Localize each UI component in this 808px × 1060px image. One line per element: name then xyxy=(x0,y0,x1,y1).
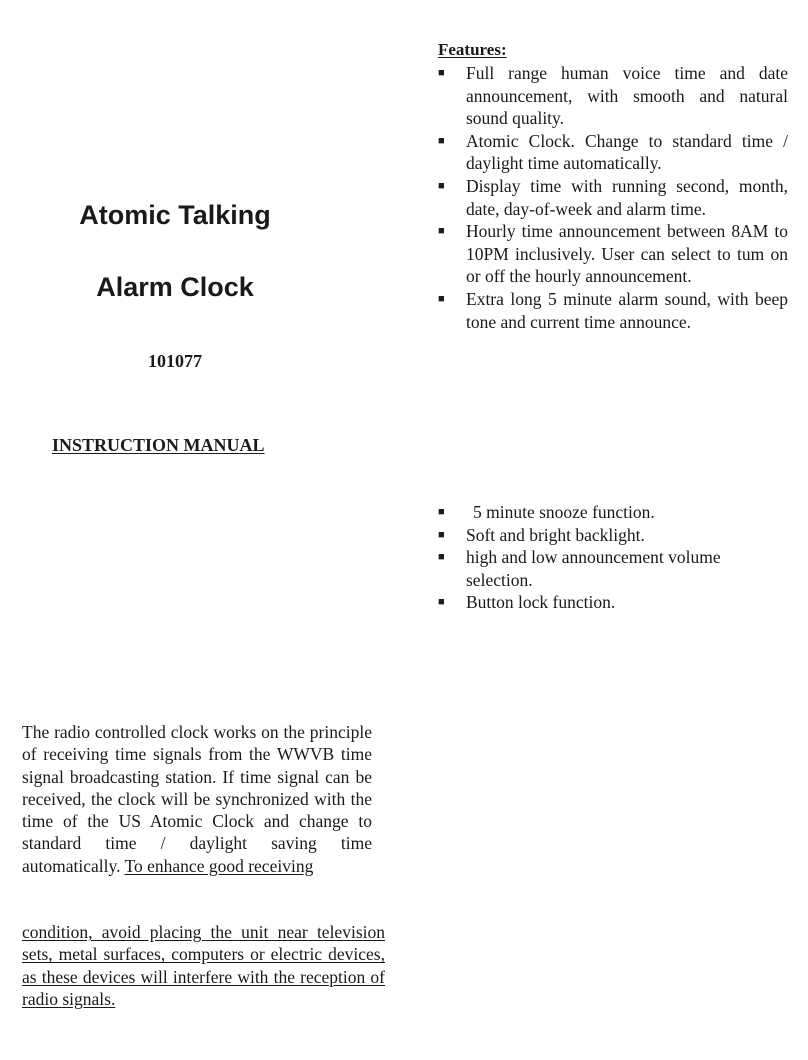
bullet-icon: ■ xyxy=(438,528,445,541)
feature-text: Display time with running second, month, date, day-of-week and alarm time. xyxy=(466,175,788,219)
feature-text: Soft and bright backlight. xyxy=(466,524,645,545)
feature-item xyxy=(436,220,788,288)
bullet-icon: ■ xyxy=(438,67,445,79)
feature-item xyxy=(436,62,788,130)
bullet-icon: ■ xyxy=(438,179,445,192)
reception-note: condition, avoid placing the unit near television sets, metal surfaces, computers or electric devices, as these devices will interfere with the reception of radio signals. xyxy=(22,922,385,1009)
feature-item xyxy=(436,591,766,614)
feature-item xyxy=(436,130,788,175)
radio-paragraph-text: The radio controlled clock works on the principle of receiving time signals from the WWVB time signal broadcasting station. If time signal can be received, the clock will be synchronized with the time of the US Atomic Clock and change to standard time / daylight saving time automatically. xyxy=(22,722,372,876)
reception-note-lead: To enhance good receiving xyxy=(124,855,314,876)
feature-text: 5 minute snooze function. xyxy=(473,502,655,522)
bullet-icon: ■ xyxy=(438,596,445,609)
bullet-icon: ■ xyxy=(438,506,445,518)
bullet-icon: ■ xyxy=(438,292,445,305)
instruction-manual-heading: INSTRUCTION MANUAL xyxy=(52,435,265,455)
bullet-icon: ■ xyxy=(438,134,445,147)
feature-text: Hourly time announcement between 8AM to 10PM inclusively. User can select to tum on or off the hourly announcement. xyxy=(466,221,788,287)
feature-text: Button lock function. xyxy=(466,592,616,613)
radio-paragraph xyxy=(22,721,372,877)
features-heading: Features: xyxy=(438,40,507,59)
feature-text: Extra long 5 minute alarm sound, with beep tone and current time announce. xyxy=(466,288,788,332)
bullet-icon: ■ xyxy=(438,225,445,238)
feature-item xyxy=(436,175,788,220)
features-list-top xyxy=(436,62,788,333)
features-list-bottom xyxy=(436,501,766,614)
feature-text: Full range human voice time and date announcement, with smooth and natural sound quality. xyxy=(466,63,788,129)
model-number: 101077 xyxy=(148,351,202,371)
bullet-icon: ■ xyxy=(438,551,445,564)
feature-item xyxy=(436,288,788,333)
feature-item xyxy=(436,546,766,591)
title-line-2: Alarm Clock xyxy=(96,272,254,302)
feature-item xyxy=(436,501,766,524)
feature-item xyxy=(436,524,766,547)
feature-text: high and low announcement volume selection. xyxy=(466,547,721,590)
title-line-1: Atomic Talking xyxy=(79,200,271,230)
feature-text: Atomic Clock. Change to standard time / daylight time automatically. xyxy=(466,130,788,174)
